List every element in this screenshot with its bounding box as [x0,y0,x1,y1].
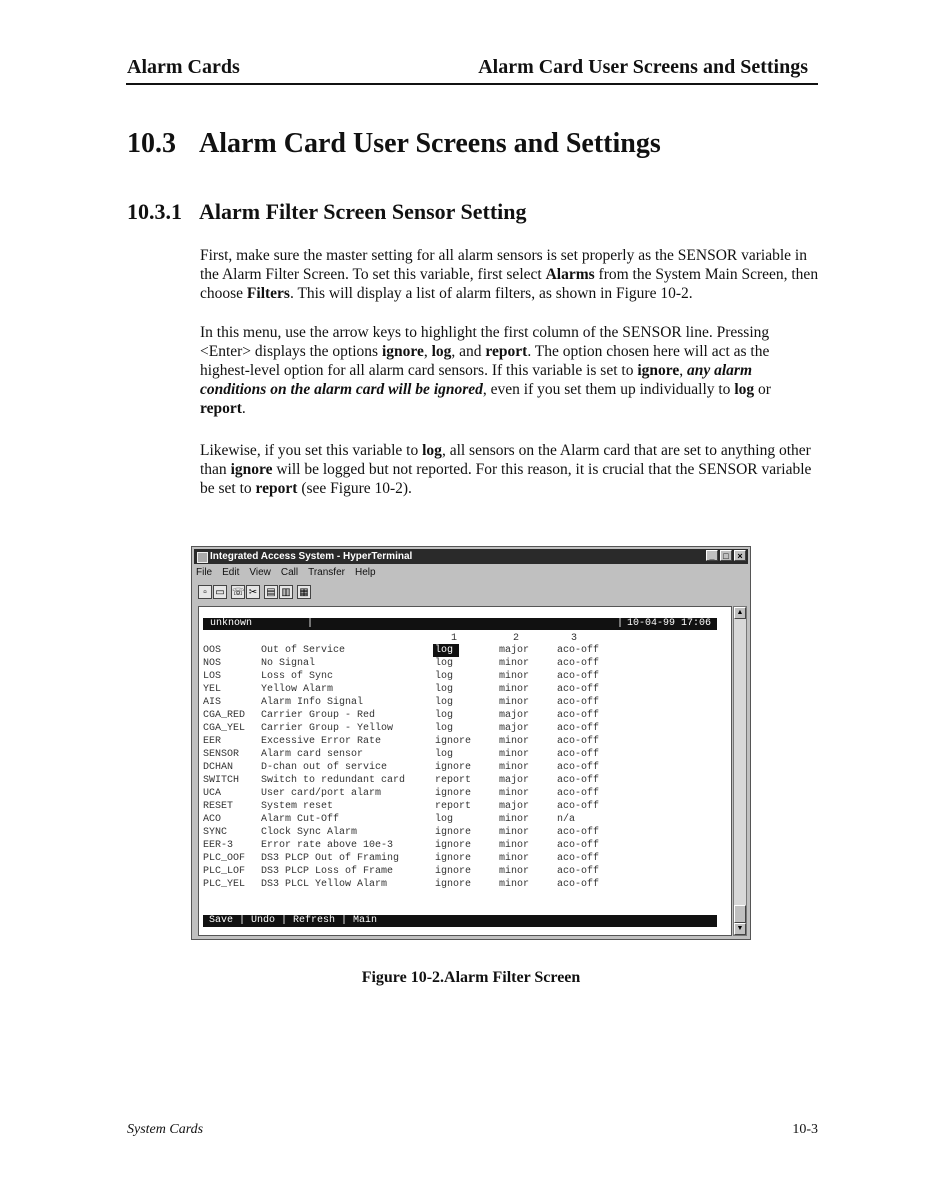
alarm-row[interactable] [203,696,723,709]
alarm-description: Alarm card sensor [261,749,364,760]
alarm-code: NOS [203,658,222,669]
paragraph-1 [200,246,820,303]
alarm-row[interactable] [203,852,723,865]
alarm-setting-1[interactable]: log [435,684,454,695]
column-header: 1 [451,633,458,644]
alarm-code: AIS [203,697,222,708]
alarm-row[interactable] [203,644,723,657]
alarm-code: PLC_OOF [203,853,246,864]
text: (see Figure 10-2). [297,480,412,497]
alarm-setting-3[interactable]: n/a [557,814,576,825]
alarm-row[interactable] [203,670,723,683]
hyperterminal-window [191,546,751,940]
text: , all sensors on the Alarm card that are set to anything other than [200,442,811,478]
alarm-setting-2[interactable]: major [499,801,530,812]
footer-left: System Cards [127,1122,204,1137]
alarm-setting-2[interactable]: minor [499,749,530,760]
scroll-down-icon[interactable]: ▼ [734,923,746,935]
phone-icon[interactable]: ☏ [232,587,245,598]
alarm-setting-2[interactable]: major [499,775,530,786]
alarm-row[interactable] [203,878,723,891]
alarm-row[interactable] [203,709,723,722]
alarm-setting-2[interactable]: major [499,723,530,734]
alarm-description: Switch to redundant card [261,775,406,786]
menu-help[interactable]: Help [354,567,376,578]
alarm-description: D-chan out of service [261,762,388,773]
alarm-code: YEL [203,684,222,695]
alarm-description: Excessive Error Rate [261,736,382,747]
window-controls [706,550,746,561]
bold-term: ignore [230,461,273,478]
column-header: 2 [513,633,520,644]
alarm-setting-1[interactable]: ignore [435,840,472,851]
alarm-setting-1[interactable]: log [435,723,454,734]
alarm-code: EER [203,736,222,747]
alarm-setting-1[interactable]: ignore [435,879,472,890]
alarm-row[interactable] [203,800,723,813]
alarm-code: CGA_YEL [203,723,246,734]
alarm-code: SENSOR [203,749,240,760]
bold-italic-warning: any alarm conditions on the alarm card will be ignored [200,362,753,398]
alarm-setting-1[interactable]: log [435,697,454,708]
status-datetime: 10-04-99 17:06 [627,618,712,629]
alarm-code: PLC_LOF [203,866,246,877]
alarm-row[interactable] [203,722,723,735]
alarm-setting-3[interactable]: aco-off [557,827,600,838]
bold-term: log [734,381,755,398]
alarm-setting-3[interactable]: aco-off [557,671,600,682]
alarm-setting-1[interactable]: ignore [435,853,472,864]
maximize-button[interactable]: □ [720,550,732,561]
alarm-description: Loss of Sync [261,671,334,682]
alarm-setting-3[interactable]: aco-off [557,879,600,890]
status-separator: | [617,618,624,629]
minimize-button[interactable]: _ [706,550,718,561]
subsection-title: Alarm Filter Screen Sensor Setting [199,199,527,224]
alarm-setting-1[interactable]: report [435,801,472,812]
close-button[interactable]: × [734,550,746,561]
alarm-setting-3[interactable]: aco-off [557,697,600,708]
alarm-row[interactable] [203,774,723,787]
alarm-description: DS3 PLCP Out of Framing [261,853,400,864]
alarm-setting-3[interactable]: aco-off [557,762,600,773]
alarm-setting-3[interactable]: aco-off [557,853,600,864]
vertical-scrollbar[interactable] [733,606,747,936]
alarm-setting-2[interactable]: minor [499,684,530,695]
scroll-thumb[interactable] [734,905,746,923]
alarm-setting-3[interactable]: aco-off [557,658,600,669]
app-icon [197,552,208,563]
scroll-up-icon[interactable]: ▲ [734,607,746,619]
alarm-setting-1[interactable]: log [435,658,454,669]
text: . The option chosen here will act as the highest-level option for all alarm card sensors. If this variable is set to [200,343,770,379]
alarm-setting-2[interactable]: minor [499,762,530,773]
alarm-code: UCA [203,788,222,799]
alarm-setting-2[interactable]: minor [499,840,530,851]
paragraph-3 [200,441,820,498]
alarm-setting-1[interactable]: log [435,671,454,682]
bold-term: report [255,480,298,497]
open-icon[interactable]: ▭ [213,585,227,599]
figure-caption: Figure 10-2.Alarm Filter Screen [361,969,581,986]
alarm-description: DS3 PLCL Yellow Alarm [261,879,388,890]
terminal-screen[interactable] [198,606,732,936]
alarm-row[interactable] [203,826,723,839]
menu-edit[interactable]: Edit [222,567,240,578]
bold-term: Alarms [545,266,595,283]
text: In this menu, use the arrow keys to highlight the first column of the SENSOR line. Pressing <Enter> displays the options [200,324,770,360]
send-icon[interactable]: ▤ [264,585,278,599]
alarm-setting-1[interactable]: log [435,814,454,825]
alarm-code: DCHAN [203,762,234,773]
text: from the System Main Screen, then choose [200,266,819,302]
alarm-row[interactable] [203,657,723,670]
status-separator: | [307,618,314,629]
status-node: unknown [210,618,253,629]
alarm-row[interactable] [203,813,723,826]
toolbar [198,583,311,601]
running-header-right: Alarm Card User Screens and Settings [478,56,808,78]
alarm-setting-1[interactable]: ignore [435,788,472,799]
alarm-setting-2[interactable]: minor [499,736,530,747]
new-icon[interactable]: ▫ [198,585,212,599]
alarm-description: Clock Sync Alarm [261,827,358,838]
menu-view[interactable]: View [249,567,271,578]
text: , even if you set them up individually to [482,381,735,398]
alarm-row[interactable] [203,865,723,878]
window-titlebar[interactable] [194,549,748,564]
text: First, make sure the master setting for all alarm sensors is set properly as the SENSOR variable in the Alarm Filter Screen. To set this variable, first select [200,247,807,283]
alarm-setting-3[interactable]: aco-off [557,775,600,786]
alarm-description: Carrier Group - Yellow [261,723,394,734]
alarm-row[interactable] [203,683,723,696]
alarm-description: Carrier Group - Red [261,710,376,721]
terminal-status-bar [203,618,717,630]
alarm-setting-3[interactable]: aco-off [557,840,600,851]
alarm-code: EER-3 [203,840,234,851]
alarm-setting-1[interactable]: ignore [435,866,472,877]
text: , and [451,343,486,360]
alarm-description: Alarm Info Signal [261,697,364,708]
menu-file[interactable]: File [196,567,213,578]
text: Likewise, if you set this variable to [200,442,423,459]
text: . [241,400,246,417]
bold-term: ignore [637,362,680,379]
alarm-code: PLC_YEL [203,879,246,890]
alarm-code: SWITCH [203,775,240,786]
alarm-setting-2[interactable]: minor [499,853,530,864]
alarm-setting-2[interactable]: minor [499,827,530,838]
alarm-setting-3[interactable]: aco-off [557,866,600,877]
menu-transfer[interactable]: Transfer [308,567,345,578]
text: , [423,343,432,360]
alarm-setting-1[interactable]: log [435,710,454,721]
subsection-heading [127,199,527,225]
alarm-code: RESET [203,801,234,812]
alarm-row[interactable] [203,761,723,774]
bold-term: report [485,343,528,360]
section-heading [127,128,661,160]
alarm-description: Error rate above 10e-3 [261,840,394,851]
menu-call[interactable]: Call [280,567,299,578]
alarm-setting-2[interactable]: minor [499,658,530,669]
receive-icon[interactable]: ▥ [279,585,293,599]
running-header-left: Alarm Cards [127,56,240,78]
alarm-description: Alarm Cut-Off [261,814,340,825]
alarm-row[interactable] [203,787,723,800]
alarm-setting-3[interactable]: aco-off [557,710,600,721]
alarm-setting-1[interactable]: ignore [435,827,472,838]
alarm-code: SYNC [203,827,228,838]
alarm-code: OOS [203,645,222,656]
bold-term: Filters [246,285,290,302]
text: or [754,381,771,398]
alarm-row-sensor[interactable] [203,748,723,761]
alarm-setting-3[interactable]: aco-off [557,788,600,799]
alarm-code: LOS [203,671,222,682]
column-header: 3 [571,633,578,644]
page-number: 10-3 [792,1122,818,1137]
terminal-command-bar[interactable]: Save | Undo | Refresh | Main [203,915,717,927]
window-title: Integrated Access System - HyperTerminal [210,551,413,562]
alarm-setting-3[interactable]: aco-off [557,801,600,812]
alarm-setting-2[interactable]: minor [499,788,530,799]
alarm-description: Out of Service [261,645,346,656]
alarm-row[interactable] [203,735,723,748]
bold-term: ignore [381,343,424,360]
bold-term: log [422,442,442,459]
alarm-setting-2[interactable]: major [499,645,530,656]
alarm-setting-1-selected[interactable]: log [433,644,459,657]
alarm-description: DS3 PLCP Loss of Frame [261,866,394,877]
alarm-setting-3[interactable]: aco-off [557,736,600,747]
alarm-setting-2[interactable]: minor [499,866,530,877]
header-rule [126,83,818,85]
alarm-code: CGA_RED [203,710,246,721]
alarm-row[interactable] [203,839,723,852]
text: will be logged but not reported. For this reason, it is crucial that the SENSOR variable be set to [200,461,812,497]
alarm-setting-3[interactable]: aco-off [557,723,600,734]
alarm-setting-3[interactable]: aco-off [557,749,600,760]
text: , [679,362,687,379]
alarm-code: ACO [203,814,222,825]
alarm-description: No Signal [261,658,316,669]
alarm-setting-1[interactable]: ignore [435,762,472,773]
bold-term: report [200,400,242,417]
alarm-setting-3[interactable]: aco-off [557,645,600,656]
alarm-setting-2[interactable]: minor [499,697,530,708]
alarm-setting-2[interactable]: minor [499,671,530,682]
alarm-setting-3[interactable]: aco-off [557,684,600,695]
menu-bar [196,566,376,580]
bold-term: log [431,343,452,360]
section-title: Alarm Card User Screens and Settings [199,128,661,159]
paragraph-2 [200,323,820,418]
alarm-description: System reset [261,801,334,812]
section-number: 10.3 [127,128,176,159]
alarm-setting-2[interactable]: minor [499,814,530,825]
alarm-setting-1[interactable]: log [435,749,454,760]
subsection-number: 10.3.1 [127,199,182,224]
alarm-description: Yellow Alarm [261,684,334,695]
alarm-description: User card/port alarm [261,788,382,799]
alarm-setting-1[interactable]: ignore [435,736,472,747]
alarm-setting-2[interactable]: minor [499,879,530,890]
disconnect-icon[interactable]: ✂ [246,585,260,599]
properties-icon[interactable]: ▦ [297,585,311,599]
alarm-setting-1[interactable]: report [435,775,472,786]
alarm-setting-2[interactable]: major [499,710,530,721]
text: . This will display a list of alarm filters, as shown in Figure 10-2. [289,285,693,302]
